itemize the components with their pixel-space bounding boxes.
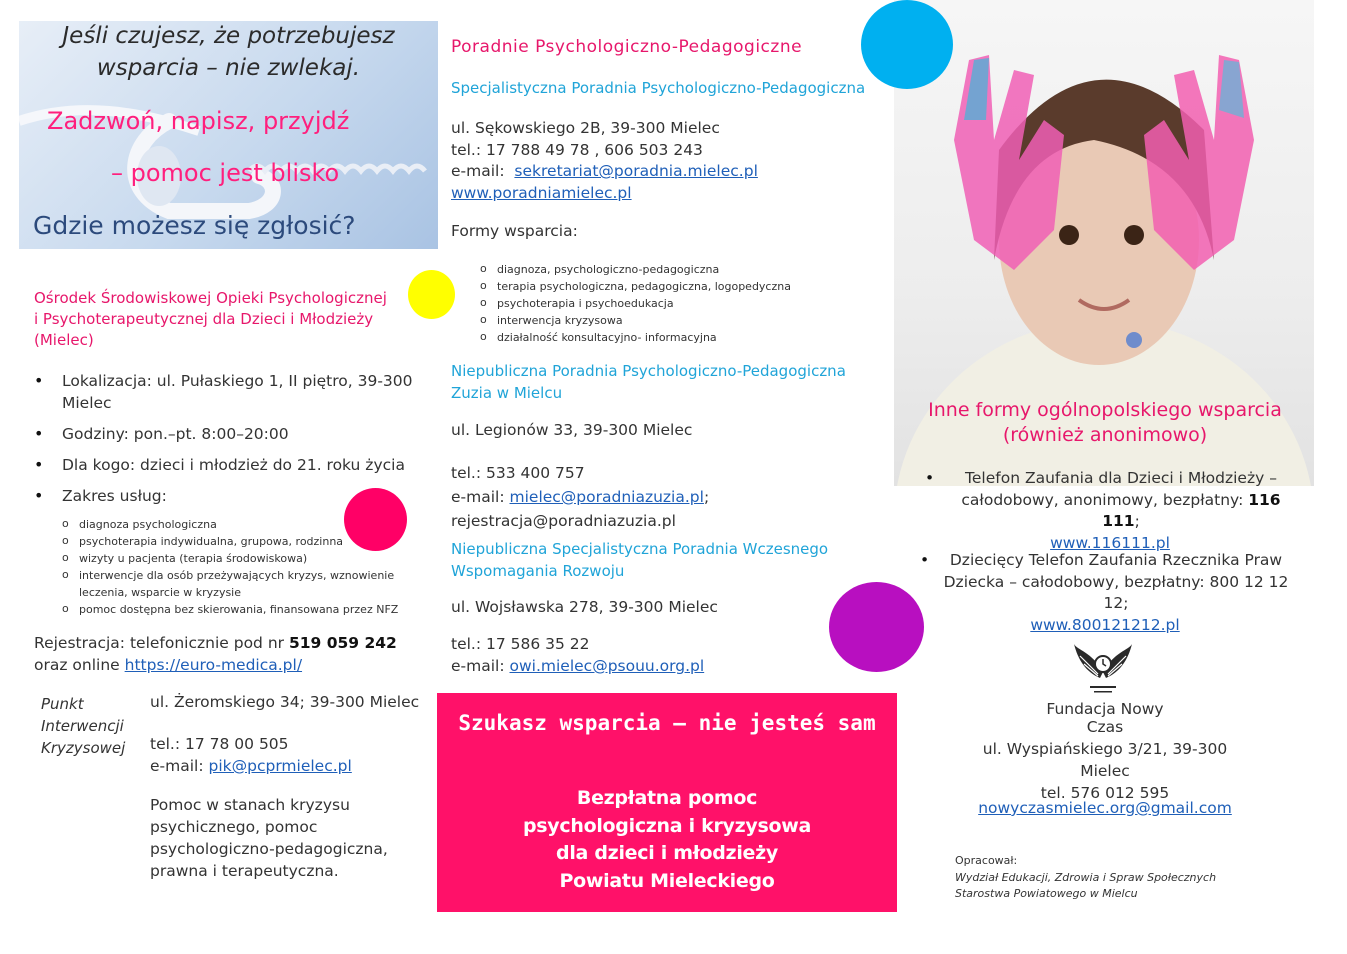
zuzia-email-suffix: ; [703,488,710,506]
wcz-phone: tel.: 17 586 35 22 [451,635,590,653]
zuzia-email-line [451,485,709,509]
zuzia-title: Niepubliczna Poradnia Psychologiczno-Pedagogiczna Zuzia w Mielcu [451,362,846,402]
pik-contact [150,733,352,777]
fundacja-email-link[interactable]: nowyczasmielec.org@gmail.com [978,799,1232,817]
support-banner [437,693,897,912]
yellow-dot-decoration [408,270,455,319]
zuzia-phone: tel.: 533 400 757 [451,464,585,482]
helpline-800121212-text: Dziecięcy Telefon Zaufania Rzecznika Praw Dziecka – całodobowy, bezpłatny: 800 12 12 12; [943,551,1289,612]
pik-description: Pomoc w stanach kryzysu psychicznego, pomoc psychologiczno-pedagogiczna, prawna i terapeutyczna. [150,796,388,880]
spec-address: ul. Sękowskiego 2B, 39-300 Mielec [451,119,720,137]
telephone-cord-illustration [19,81,438,221]
list-item: o psychoterapia indywidualna, grupowa, rodzinna [62,533,402,550]
support-banner-heading: Szukasz wsparcia – nie jesteś sam [458,711,876,735]
hero-call-to-action-2: – pomoc jest blisko [111,159,340,187]
spec-phone: tel.: 17 788 49 78 , 606 503 243 [451,140,703,159]
forms-list [480,261,791,346]
pink-dot-decoration [344,488,407,551]
fundacja-name: Fundacja Nowy Czas [1046,700,1164,736]
pik-label: Punkt Interwencji Kryzysowej [41,695,126,757]
pik-email-link[interactable]: pik@pcprmielec.pl [208,757,352,775]
spec-email-link[interactable]: sekretariat@poradnia.mielec.pl [514,162,758,180]
list-item: o wizyty u pacjenta (terapia środowiskowa) [62,550,402,567]
spec-poradnia-contact [451,118,758,204]
other-support-heading-line-2: (również anonimowo) [1002,424,1208,446]
support-banner-line-2: psychologiczna i kryzysowa [523,814,811,837]
wcz-email-prefix: e-mail: [451,657,510,675]
spec-poradnia-title: Specjalistyczna Poradnia Psychologiczno-Pedagogiczna [451,79,866,97]
hero-line-1: Jeśli czujesz, że potrzebujesz [62,23,395,49]
fundacja-nowy-czas-logo-icon [1072,642,1134,698]
hero-banner [19,21,438,249]
helpline-116111 [920,468,1300,554]
registration-mid: oraz online [34,656,125,674]
helpline-800121212-link[interactable]: www.800121212.pl [1030,615,1180,634]
zuzia-contact [451,461,709,533]
spec-website-link[interactable]: www.poradniamielec.pl [451,183,632,202]
helpline-116111-suffix: ; [1134,512,1140,530]
list-item: • Dla kogo: dzieci i młodzież do 21. roku życia [34,454,414,476]
list-item: • Godziny: pon.–pt. 8:00–20:00 [34,423,414,445]
list-item: o pomoc dostępna bez skierowania, finansowana przez NFZ [62,601,402,618]
wczesne-wspomaganie-address: ul. Wojsławska 278, 39-300 Mielec [451,598,718,616]
other-support-heading-line-1: Inne formy ogólnopolskiego wsparcia [928,399,1282,421]
registration-link[interactable]: https://euro-medica.pl/ [124,656,303,674]
registration-prefix: Rejestracja: telefonicznie pod nr [34,634,289,652]
list-item: o interwencje dla osób przeżywających kryzys, wznowienie leczenia, wsparcie w kryzysie [62,567,402,601]
list-item: o psychoterapia i psychoedukacja [480,295,791,312]
fundacja-phone: tel. 576 012 595 [1040,784,1170,802]
support-banner-line-4: Powiatu Mieleckiego [559,869,775,892]
author-line-1: Wydział Edukacji, Zdrowia i Spraw Społecznych [955,870,1217,884]
zuzia-email-prefix: e-mail: [451,488,510,506]
helpline-116111-number: 116 111 [1102,490,1281,530]
purple-dot-decoration [829,582,924,672]
pik-email-prefix: e-mail: [150,757,209,775]
wczesne-wspomaganie-contact [451,633,704,677]
list-item: • Lokalizacja: ul. Pułaskiego 1, II piętro, 39-300 Mielec [34,370,414,414]
helpline-116111-text: Telefon Zaufania dla Dzieci i Młodzieży – całodobowy, anonimowy, bezpłatny: [961,469,1277,509]
helpline-116111-link[interactable]: www.116111.pl [1050,533,1170,552]
wczesne-wspomaganie-title: Niepubliczna Specjalistyczna Poradnia Wczesnego Wspomagania Rozwoju [451,540,829,580]
registration-info [34,632,414,676]
list-item: o diagnoza, psychologiczno-pedagogiczna [480,261,791,278]
zuzia-address: ul. Legionów 33, 39-300 Mielec [451,421,693,439]
pik-phone: tel.: 17 78 00 505 [150,735,289,753]
spec-email-prefix: e-mail: [451,162,515,180]
fundacja-email [960,799,1250,817]
helpline-800121212 [915,550,1295,636]
support-banner-line-3: dla dzieci i młodzieży [556,842,778,864]
blue-dot-decoration [861,0,953,89]
list-item: • Zakres usług: [34,485,414,507]
bullet-icon: • [925,469,935,487]
fundacja-address [960,738,1250,804]
list-item: o terapia psychologiczna, pedagogiczna, logopedyczna [480,278,791,295]
pik-address: ul. Żeromskiego 34; 39-300 Mielec [150,693,420,711]
support-banner-line-1: Bezpłatna pomoc [576,787,758,809]
pik-email-line [150,755,352,777]
list-item: o interwencja kryzysowa [480,312,791,329]
hero-line-2: wsparcia – nie zwlekaj. [96,55,361,81]
fundacja-street: ul. Wyspiańskiego 3/21, 39-300 Mielec [982,740,1228,780]
zuzia-registration-email: rejestracja@poradniazuzia.pl [451,512,676,530]
forms-title: Formy wsparcia: [451,222,578,240]
list-item: o diagnoza psychologiczna [62,516,402,533]
hero-call-to-action-1: Zadzwoń, napisz, przyjdź [47,107,350,135]
zuzia-email-link[interactable]: mielec@poradniazuzia.pl [509,488,704,506]
list-item: o działalność konsultacyjno- informacyjna [480,329,791,346]
hero-where-heading: Gdzie możesz się zgłosić? [33,211,356,240]
author-credit [955,853,1216,903]
osrodek-title: Ośrodek Środowiskowej Opieki Psychologicznej i Psychoterapeutycznej dla Dzieci i Młodzieży (Mielec) [34,289,387,349]
middle-section-title: Poradnie Psychologiczno-Pedagogiczne [451,37,803,57]
wcz-email-link[interactable]: owi.mielec@psouu.org.pl [509,657,705,675]
wcz-email-line [451,655,704,677]
registration-phone: 519 059 242 [288,634,397,652]
support-banner-body [437,785,897,895]
other-support-heading [905,398,1305,448]
author-label: Opracował: [955,854,1018,867]
spec-email-line [451,161,758,183]
author-line-2: Starostwa Powiatowego w Mielcu [955,887,1138,900]
bullet-icon: • [920,551,930,569]
